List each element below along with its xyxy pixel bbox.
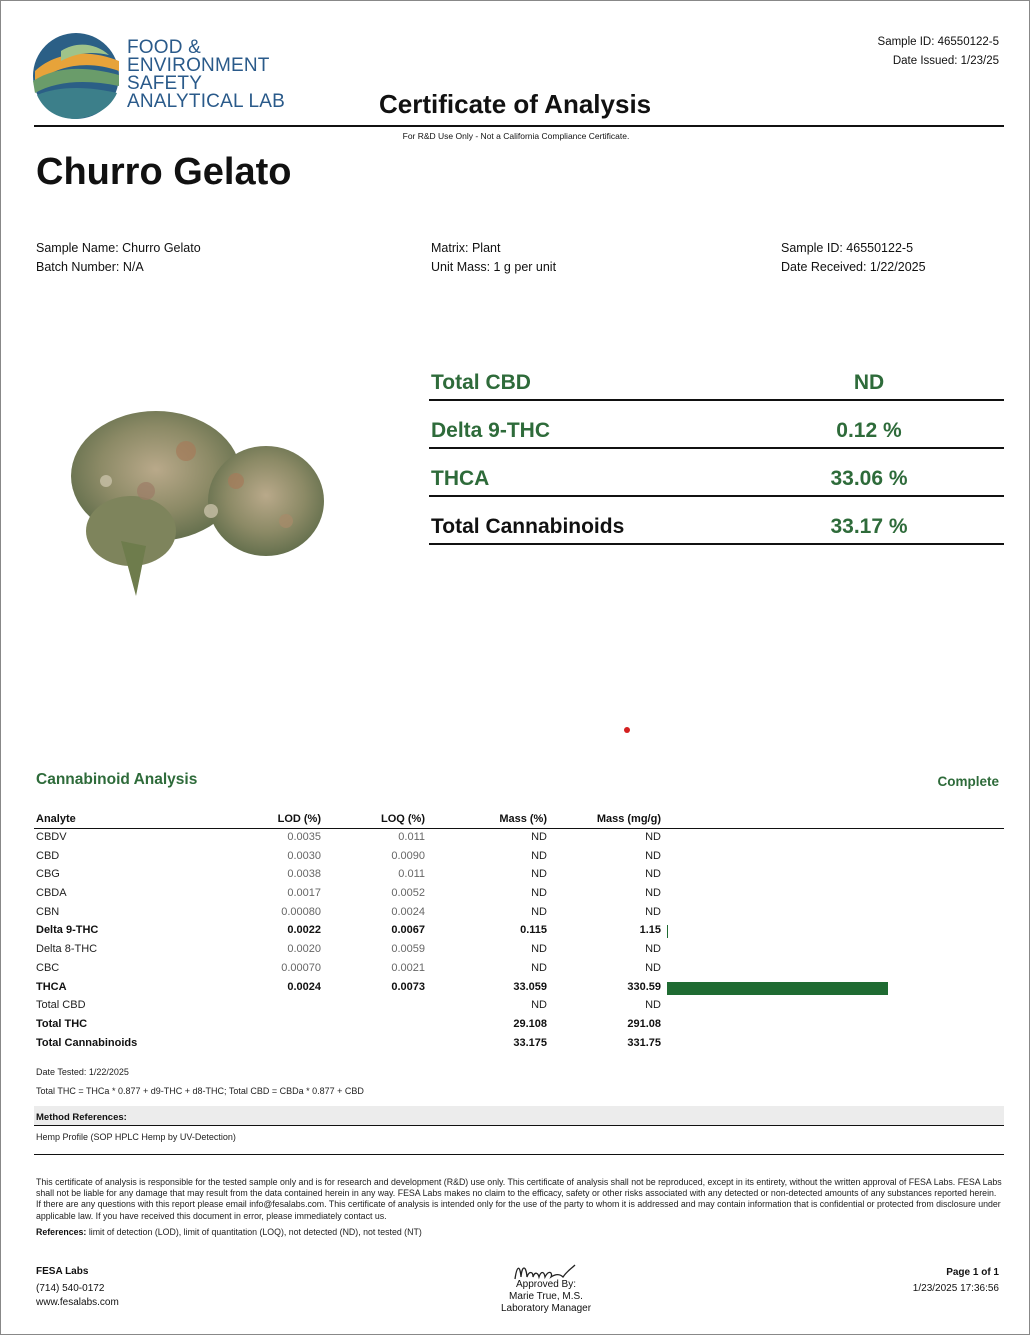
references-label: References: bbox=[36, 1227, 87, 1237]
footer-page-info bbox=[913, 1265, 999, 1297]
cell-mass-pct: 33.059 bbox=[513, 980, 547, 993]
footer-approval bbox=[441, 1279, 651, 1315]
approved-by-label: Approved By: bbox=[515, 1279, 577, 1290]
cell-mass-pct: 33.175 bbox=[513, 1036, 547, 1049]
summary-value: ND bbox=[853, 371, 885, 394]
references-text: limit of detection (LOD), limit of quantitation (LOQ), not detected (ND), not tested (NT) bbox=[86, 1227, 422, 1237]
cell-analyte: Total CBD bbox=[36, 999, 86, 1012]
summary-total-cannabinoids bbox=[429, 497, 1004, 545]
method-references-title: Method References: bbox=[36, 1112, 127, 1123]
summary-delta9-thc bbox=[429, 401, 1004, 449]
logo-line-4: ANALYTICAL LAB bbox=[127, 91, 286, 112]
method-reference-value: Hemp Profile (SOP HPLC Hemp by UV-Detection) bbox=[36, 1132, 236, 1142]
logo-line-1: FOOD & bbox=[127, 37, 202, 58]
logo-wordmark bbox=[127, 39, 285, 111]
info-column-3 bbox=[781, 239, 926, 277]
references bbox=[36, 1227, 422, 1237]
cell-mass-pct: ND bbox=[531, 943, 547, 956]
col-analyte: Analyte bbox=[36, 813, 76, 825]
product-name: Churro Gelato bbox=[36, 151, 292, 193]
header-meta bbox=[878, 33, 999, 71]
report-timestamp: 1/23/2025 17:36:56 bbox=[912, 1283, 999, 1294]
cell-lod: 0.0017 bbox=[287, 887, 321, 900]
header-date-issued: Date Issued: 1/23/25 bbox=[892, 55, 999, 67]
cell-loq: 0.011 bbox=[398, 868, 425, 881]
cell-mass-mg: 331.75 bbox=[627, 1036, 661, 1049]
cell-analyte: CBDV bbox=[36, 831, 67, 843]
method-references-bar bbox=[34, 1106, 1004, 1126]
batch-number: Batch Number: N/A bbox=[36, 260, 144, 274]
cell-mass-pct: ND bbox=[531, 849, 547, 862]
cell-lod: 0.0022 bbox=[287, 924, 321, 937]
cell-lod: 0.00080 bbox=[281, 905, 321, 918]
product-photo bbox=[36, 291, 351, 721]
summary-value: 33.06 % bbox=[830, 467, 908, 490]
cell-lod: 0.0035 bbox=[287, 831, 321, 843]
footer-contact bbox=[36, 1265, 119, 1310]
table-row bbox=[34, 960, 1004, 979]
cell-mass-mg: ND bbox=[645, 849, 661, 862]
cell-loq: 0.0073 bbox=[391, 980, 425, 993]
table-row bbox=[34, 885, 1004, 904]
summary-thca bbox=[429, 449, 1004, 497]
cell-mass-mg: ND bbox=[645, 831, 661, 843]
date-received: Date Received: 1/22/2025 bbox=[781, 260, 926, 274]
cell-mass-mg: ND bbox=[645, 961, 661, 974]
cell-analyte: CBN bbox=[36, 905, 60, 918]
table-row bbox=[34, 997, 1004, 1016]
cell-mass-pct: ND bbox=[531, 831, 547, 843]
table-row bbox=[34, 848, 1004, 867]
cell-analyte: Total THC bbox=[36, 1017, 88, 1030]
cell-mass-pct: ND bbox=[531, 868, 547, 881]
cell-mass-pct: ND bbox=[531, 961, 547, 974]
cell-mass-mg: ND bbox=[645, 943, 661, 956]
cell-mass-mg: 1.15 bbox=[639, 924, 661, 937]
cell-analyte: Delta 8-THC bbox=[36, 943, 98, 956]
logo-line-3: SAFETY bbox=[127, 73, 203, 94]
summary-label: THCA bbox=[431, 467, 490, 490]
cell-lod: 0.0024 bbox=[287, 980, 321, 993]
summary-label: Delta 9-THC bbox=[431, 419, 551, 442]
method-divider bbox=[34, 1154, 1004, 1155]
cell-analyte: CBDA bbox=[36, 887, 67, 900]
table-row bbox=[34, 941, 1004, 960]
cell-analyte: CBC bbox=[36, 961, 60, 974]
cell-mass-pct: 29.108 bbox=[513, 1017, 547, 1030]
table-row bbox=[34, 829, 1004, 848]
document-title: Certificate of Analysis bbox=[379, 89, 652, 119]
approver-title: Laboratory Manager bbox=[500, 1303, 592, 1314]
header-divider bbox=[34, 125, 1004, 127]
cell-mass-pct: ND bbox=[531, 887, 547, 900]
info-column-2 bbox=[431, 239, 556, 277]
table-header bbox=[34, 811, 1004, 829]
cell-analyte: Delta 9-THC bbox=[36, 924, 99, 937]
approver-name: Marie True, M.S. bbox=[509, 1291, 583, 1302]
table-row bbox=[34, 922, 1004, 941]
info-column-1 bbox=[36, 239, 201, 277]
table-row bbox=[34, 1035, 1004, 1054]
cell-loq: 0.0021 bbox=[391, 961, 425, 974]
summary-total-cbd bbox=[429, 353, 1004, 401]
cannabinoid-table bbox=[34, 811, 1004, 1053]
col-lod: LOD (%) bbox=[277, 813, 321, 825]
cell-loq: 0.0090 bbox=[391, 849, 425, 862]
footer-company: FESA Labs bbox=[36, 1266, 89, 1277]
cell-mass-mg: 291.08 bbox=[627, 1017, 661, 1030]
total-formula: Total THC = THCa * 0.877 + d9-THC + d8-THC; Total CBD = CBDa * 0.877 + CBD bbox=[36, 1086, 364, 1096]
cell-loq: 0.0024 bbox=[391, 905, 425, 918]
cell-mass-mg: ND bbox=[645, 905, 661, 918]
cell-loq: 0.011 bbox=[398, 831, 425, 843]
col-mass-pct: Mass (%) bbox=[499, 813, 547, 825]
col-mass-mg: Mass (mg/g) bbox=[596, 813, 661, 825]
col-loq: LOQ (%) bbox=[381, 813, 425, 825]
cell-analyte: THCA bbox=[36, 980, 67, 993]
footer-phone: (714) 540-0172 bbox=[36, 1283, 105, 1294]
sample-id: Sample ID: 46550122-5 bbox=[781, 241, 914, 255]
footer-website: www.fesalabs.com bbox=[36, 1297, 119, 1308]
concentration-bar bbox=[667, 925, 668, 938]
concentration-bar bbox=[667, 982, 888, 995]
summary-label: Total Cannabinoids bbox=[431, 515, 625, 538]
table-row bbox=[34, 866, 1004, 885]
red-dot-marker bbox=[624, 727, 630, 733]
cell-loq: 0.0067 bbox=[391, 924, 425, 937]
cell-analyte: Total Cannabinoids bbox=[36, 1036, 138, 1049]
disclaimer-text: This certificate of analysis is responsible for the tested sample only and is for research and development (R&D) use only. This certificate of analysis shall not be reproduced, except in its entirety, without the written approval of FESA Labs. FESA Labs shall not be liable for any damage that may result from the data contained herein in any way. FESA Labs makes no claim to the efficacy, safety or other risks associated with any detected or non-detected amounts of any substances reported herein. If there are any questions with this report please email info@fesalabs.com. This certificate of analysis is intended only for the use of the party to whom it is addressed and may contain information that is confidential or protected from disclosure under applicable law. If you have received this document in error, please immediately contact us. bbox=[36, 1177, 1002, 1221]
matrix: Matrix: Plant bbox=[431, 241, 501, 255]
cell-mass-mg: 330.59 bbox=[627, 980, 661, 993]
cell-loq: 0.0059 bbox=[391, 943, 425, 956]
summary-value: 0.12 % bbox=[836, 419, 902, 442]
cell-mass-pct: 0.115 bbox=[520, 924, 547, 937]
cell-analyte: CBD bbox=[36, 849, 60, 862]
cell-mass-mg: ND bbox=[645, 868, 661, 881]
cell-analyte: CBG bbox=[36, 868, 60, 881]
cell-lod: 0.00070 bbox=[281, 961, 321, 974]
cell-mass-pct: ND bbox=[531, 999, 547, 1012]
date-tested: Date Tested: 1/22/2025 bbox=[36, 1067, 129, 1077]
cell-mass-mg: ND bbox=[645, 887, 661, 900]
cell-lod: 0.0038 bbox=[287, 868, 321, 881]
cell-mass-mg: ND bbox=[645, 999, 661, 1012]
logo-line-2: ENVIRONMENT bbox=[127, 55, 270, 76]
rd-use-note: For R&D Use Only - Not a California Compliance Certificate. bbox=[402, 131, 630, 141]
table-row bbox=[34, 979, 1004, 998]
header-sample-id: Sample ID: 46550122-5 bbox=[877, 36, 999, 48]
sample-name: Sample Name: Churro Gelato bbox=[36, 241, 201, 255]
cell-lod: 0.0030 bbox=[287, 849, 321, 862]
analysis-title: Cannabinoid Analysis bbox=[36, 771, 198, 788]
table-body bbox=[34, 829, 1004, 1053]
summary-label: Total CBD bbox=[431, 371, 531, 394]
cell-lod: 0.0020 bbox=[287, 943, 321, 956]
table-row bbox=[34, 1016, 1004, 1035]
cell-mass-pct: ND bbox=[531, 905, 547, 918]
cell-loq: 0.0052 bbox=[391, 887, 425, 900]
analysis-status: Complete bbox=[937, 774, 999, 789]
page-number: Page 1 of 1 bbox=[946, 1267, 999, 1278]
unit-mass: Unit Mass: 1 g per unit bbox=[431, 260, 557, 274]
table-row bbox=[34, 904, 1004, 923]
summary-value: 33.17 % bbox=[830, 515, 908, 538]
